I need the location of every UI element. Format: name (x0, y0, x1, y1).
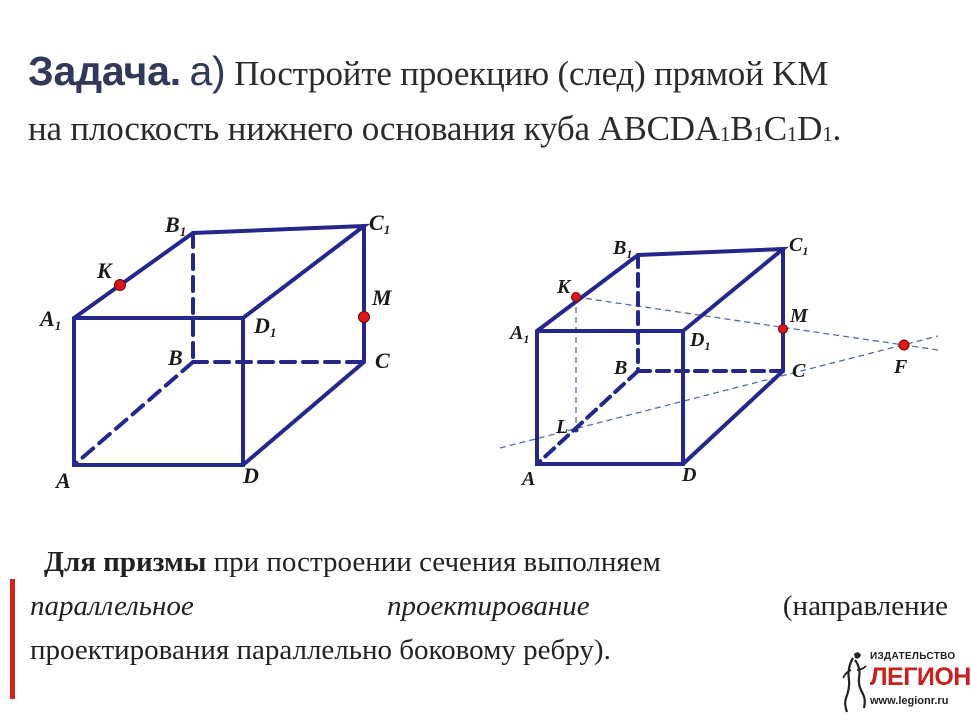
edge (243, 362, 364, 465)
italic-word-2: проектирование (387, 590, 590, 622)
logo-main-text: ЛЕГИОН (870, 663, 971, 691)
label-a1: A1 (40, 306, 62, 333)
edge (683, 371, 783, 464)
cube-left (74, 226, 364, 465)
point-l (574, 428, 579, 433)
edge (74, 226, 364, 318)
label-a: A (56, 468, 71, 493)
explanation-line-1 (30, 540, 948, 584)
title-letter-c: C (763, 109, 787, 148)
accent-bar (10, 579, 15, 699)
label-c: C (792, 360, 806, 382)
label-d: D (682, 464, 697, 486)
label-d: D (243, 463, 259, 488)
label-b1: B1 (165, 212, 187, 239)
point-m (779, 325, 788, 334)
publisher-logo (840, 648, 971, 718)
label-m: M (790, 305, 808, 327)
explanation-line-2 (30, 584, 948, 628)
label-c: C (375, 348, 390, 373)
point-f (899, 340, 909, 350)
logo-top-text: ИЗДАТЕЛЬСТВО (870, 651, 956, 662)
runner-figure-icon (840, 648, 870, 718)
cube-right-labels (508, 234, 908, 490)
label-c1: $C_1$ (789, 234, 809, 258)
title-end: . (832, 109, 842, 148)
logo-url: www.legionr.ru (870, 695, 949, 707)
title-line2: на плоскость нижнего основания куба ABCDA (28, 109, 720, 148)
label-a: A (522, 468, 536, 490)
label-d1: D1 (254, 313, 277, 340)
sub-index: 1 (719, 122, 731, 147)
bold-phrase: Для призмы (44, 546, 207, 578)
sub-index: 1 (753, 122, 764, 147)
label-b: B (168, 345, 183, 370)
label-k: K (97, 258, 112, 283)
label-k: K (557, 276, 571, 298)
point-k (572, 293, 581, 302)
title-line1: Постройте проекцию (след) прямой KM (234, 54, 829, 93)
title-letter-b: B (730, 109, 754, 148)
label-b: B (614, 357, 628, 379)
label-b1: $B_1$ (613, 237, 633, 261)
title-lead: Задача. (28, 48, 181, 94)
explanation-line-3: проектирования параллельно боковому ребру). (30, 634, 611, 666)
label-c1: C1 (369, 210, 391, 237)
line-km-f (576, 297, 938, 350)
label-a1: $A_1$ (510, 322, 530, 346)
sub-index: 1 (786, 122, 798, 147)
edge (537, 249, 783, 331)
hidden-edge (74, 362, 193, 465)
title-part: а) (189, 48, 226, 94)
hidden-edge (537, 371, 638, 464)
label-l: L (556, 416, 569, 438)
label-d1: $D_1$ (690, 329, 711, 353)
cube-right (537, 249, 783, 464)
label-m: M (372, 285, 392, 310)
point-m (359, 312, 370, 323)
title-letter-d: D (797, 109, 823, 148)
label-f: F (894, 356, 908, 378)
explanation-text (30, 540, 948, 672)
italic-word-1: параллельное (30, 590, 194, 622)
point-k (115, 280, 126, 291)
line1-text: при построении сечения выполняем (206, 546, 661, 578)
line2-tail: (направление (782, 590, 949, 622)
sub-index: 1 (822, 122, 833, 147)
